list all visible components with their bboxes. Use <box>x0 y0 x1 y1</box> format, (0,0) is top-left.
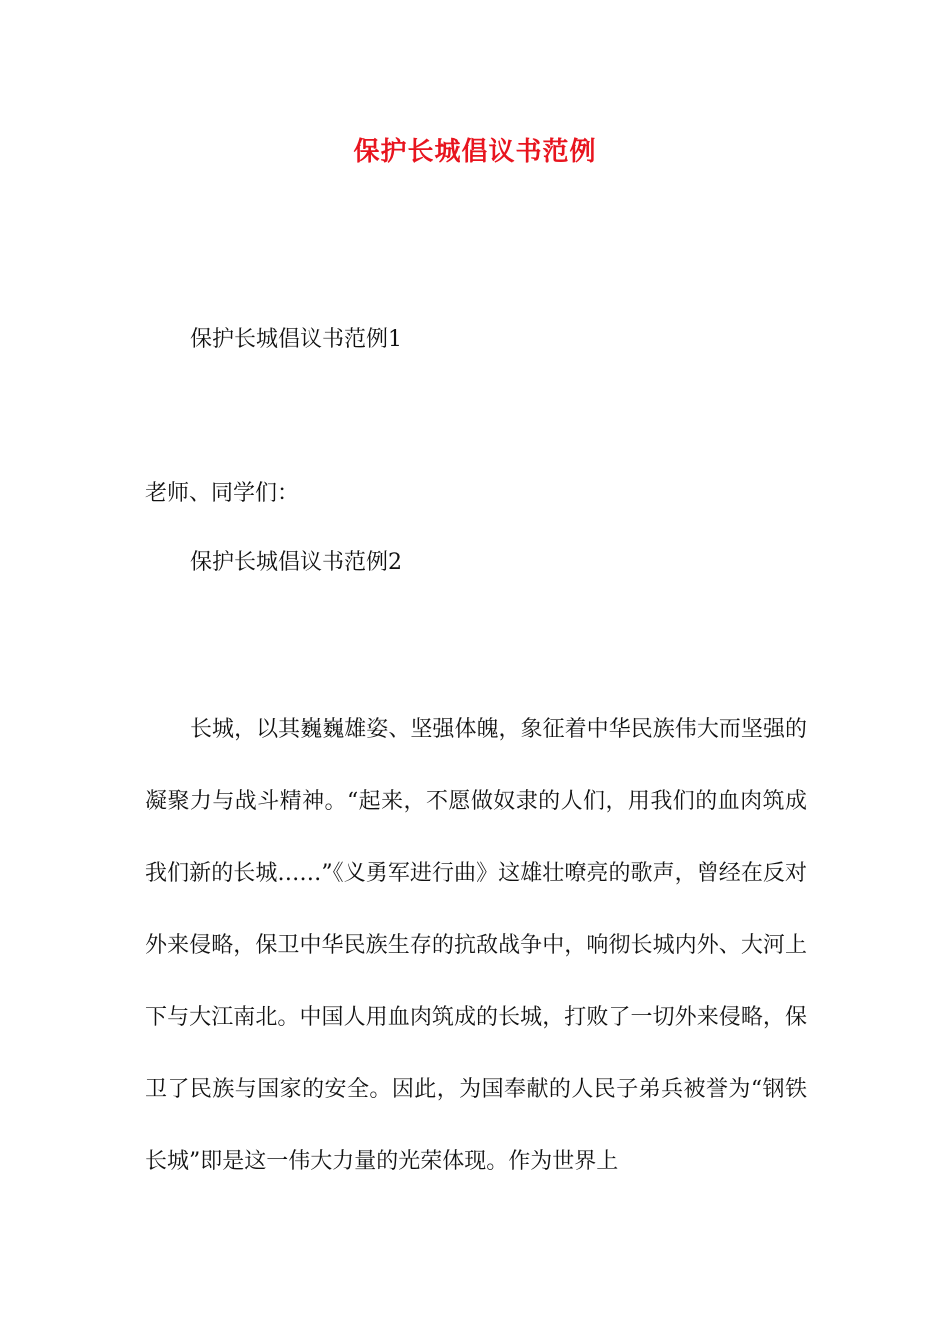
section-heading-1: 保护长城倡议书范例1 <box>190 327 402 352</box>
document-title: 保护长城倡议书范例 <box>353 137 597 167</box>
section-heading-2: 保护长城倡议书范例2 <box>190 550 402 575</box>
salutation: 老师、同学们： <box>145 481 300 506</box>
body-paragraph: 长城，以其巍巍雄姿、坚强体魄，象征着中华民族伟大而坚强的凝聚力与战斗精神。“起来，不愿做奴隶的人们，用我们的血肉筑成我们新的长城……”《义勇军进行曲》这雄壮嘹亮的歌声，曾经在反对外来侵略，保卫中华民族生存的抗敌战争中，响彻长城内外、大河上下与大江南北。中国人用血肉筑成的长城，打败了一切外来侵略，保卫了民族与国家的安全。因此，为国奉献的人民子弟兵被誉为“钢铁长城”即是这一伟大力量的光荣体现。作为世界上 <box>145 717 807 1174</box>
